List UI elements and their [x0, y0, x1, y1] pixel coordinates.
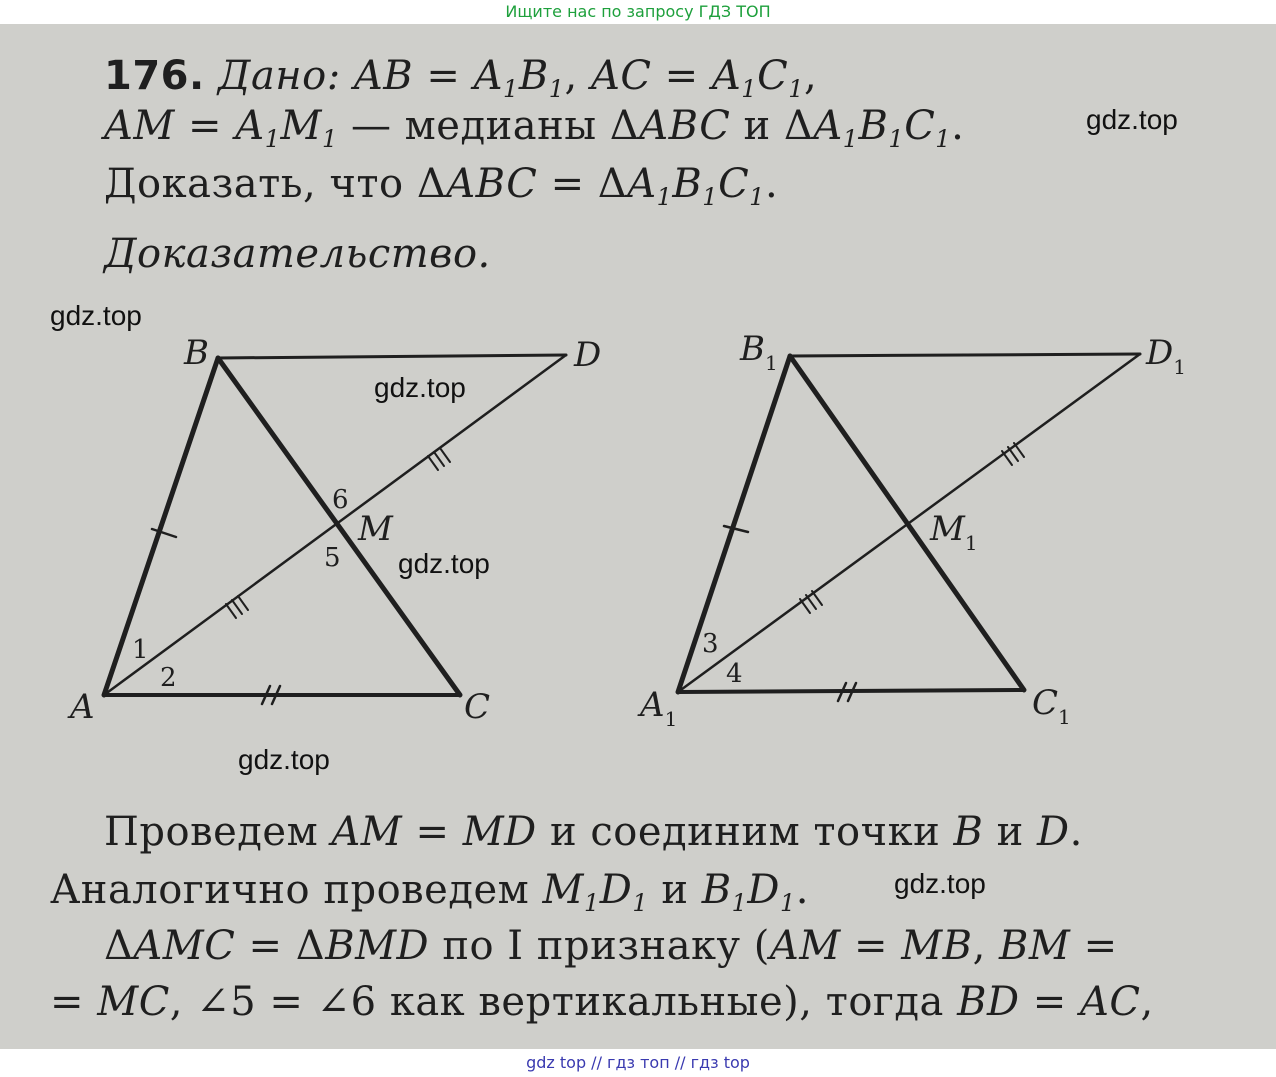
- label-a1: $A_1$: [640, 685, 678, 731]
- angle-1: 1: [132, 635, 149, 665]
- watermark: gdz.top: [894, 868, 986, 899]
- proof-line-3: ΔAMC = ΔBMD по I признаку (AM = MB, BM =: [104, 923, 1118, 969]
- label-d1: $D_1$: [1146, 333, 1186, 379]
- proof-line-2: Аналогично проведем $M_1D_1$ и $B_1D_1$.: [50, 867, 809, 917]
- given-line-1: 176. Дано: AB = $A_1B_1$, AC = $A_1C_1$,: [104, 53, 818, 103]
- textbook-page: [0, 24, 1276, 1049]
- bottom-banner[interactable]: gdz top // гдз топ // гдз top: [0, 1049, 1276, 1077]
- prove-line: Доказать, что $\Delta ABC = \Delta A_1B_1C_1$.: [104, 161, 779, 211]
- label-m1: $M_1$: [930, 509, 978, 555]
- given-line-2: AM = $A_1M_1$ — медианы ΔABC и $\Delta A_1B_1C_1$.: [104, 103, 965, 153]
- problem-number: 176.: [104, 53, 205, 99]
- label-b: B: [184, 333, 209, 373]
- prove-text: Доказать, что: [104, 161, 404, 207]
- label-m: M: [358, 509, 393, 549]
- proof-line-4: = MC, ∠5 = ∠6 как вертикальные), тогда BD = AC,: [50, 979, 1154, 1025]
- segment-bc: [218, 358, 460, 695]
- label-c1: $C_1$: [1032, 683, 1071, 729]
- segment-a1d1: [678, 354, 1140, 692]
- angle-2: 2: [160, 663, 177, 693]
- label-b1: $B_1$: [740, 329, 778, 375]
- angle-6: 6: [332, 485, 349, 515]
- medians-text: — медианы: [350, 103, 597, 149]
- angle-4: 4: [726, 659, 743, 689]
- watermark: gdz.top: [50, 300, 142, 331]
- label-d: D: [574, 335, 602, 375]
- watermark: gdz.top: [374, 372, 466, 403]
- watermark: gdz.top: [238, 744, 330, 775]
- top-banner[interactable]: Ищите нас по запросу ГДЗ ТОП: [0, 0, 1276, 24]
- label-c: C: [464, 687, 491, 727]
- segment-b1d1: [790, 354, 1140, 356]
- angle-3: 3: [702, 629, 719, 659]
- proof-heading: Доказательство.: [104, 231, 491, 277]
- watermark: gdz.top: [1086, 104, 1178, 135]
- segment-ad: [104, 355, 566, 695]
- segment-a1b1: [678, 356, 790, 692]
- given-label: Дано:: [217, 53, 341, 99]
- angle-5: 5: [324, 543, 341, 573]
- segment-bd: [218, 355, 566, 358]
- label-a: A: [70, 687, 95, 727]
- watermark: gdz.top: [398, 548, 490, 579]
- segment-ab: [104, 358, 218, 695]
- proof-line-1: Проведем AM = MD и соединим точки B и D.: [104, 809, 1083, 855]
